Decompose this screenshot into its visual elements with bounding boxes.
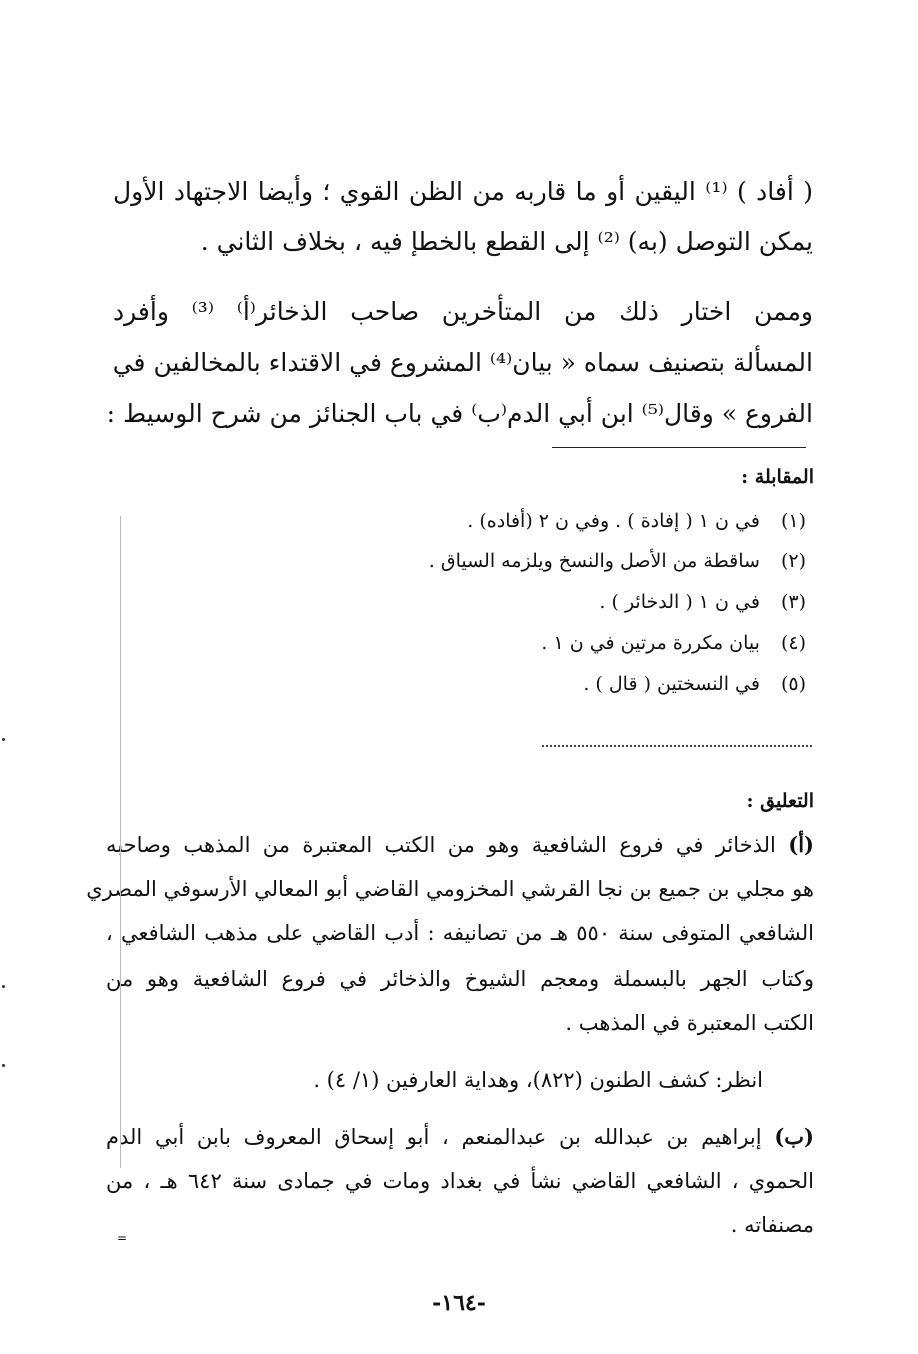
comment-b-text-1: إبراهيم بن عبدالله بن عبدالمنعم ، أبو إسحاق المعروف بابن أبي الدم — [106, 1125, 762, 1149]
main-text-line-5: الفروع » وقال⁽⁵⁾ ابن أبي الدم⁽ب⁾ في باب الجنائز من شرح الوسيط : — [106, 399, 813, 428]
comment-a-line-4: وكتاب الجهر بالبسملة ومعجم الشيوخ والذخائر في فروع الشافعية وهو من — [106, 967, 814, 991]
footnote-text: ساقطة من الأصل والنسخ ويلزمه السياق . — [428, 550, 760, 572]
comment-b-line-1 — [106, 1118, 814, 1156]
main-text-line-4: المسألة بتصنيف سماه « بيان⁽⁴⁾ المشروع في الاقتداء بالمخالفين في — [112, 348, 813, 377]
footnote-text: في النسختين ( قال ) . — [583, 673, 760, 695]
comment-a-line-3: الشافعي المتوفى سنة ٥٥٠ هـ من تصانيفه : أدب القاضي على مذهب الشافعي ، — [106, 921, 815, 945]
margin-dot — [2, 1064, 5, 1067]
page-number: -١٦٤- — [432, 1290, 486, 1316]
footnote-text: في ن ١ ( إفادة ) . وفي ن ٢ (أفاده) . — [467, 510, 760, 532]
footnote-3 — [599, 591, 806, 613]
footnote-number: (٢) — [780, 550, 806, 572]
comment-a-line-2: هو مجلي بن جميع بن نجا القرشي المخزومي القاضي أبو المعالي الأرسوفي المصري — [86, 877, 814, 901]
comment-a-line-1 — [106, 826, 814, 864]
footnote-text: بيان مكررة مرتين في ن ١ . — [541, 632, 760, 654]
comment-b-marker: (ب) — [774, 1124, 814, 1149]
footnote-separator — [552, 447, 806, 448]
dotted-separator — [542, 745, 812, 747]
margin-rule — [120, 516, 121, 1168]
reference-line: انظر: كشف الطنون (٨٢٢)، وهداية العارفين (١/ ٤) . — [313, 1068, 763, 1092]
margin-dot — [2, 985, 5, 988]
footnote-number: (٤) — [780, 632, 806, 654]
comment-b-line-2: الحموي ، الشافعي القاضي نشأ في بغداد ومات في جمادى سنة ٦٤٢ هـ ، من — [106, 1169, 815, 1193]
main-text-line-3: وممن اختار ذلك من المتأخرين صاحب الذخائر⁽أ⁾ ⁽³⁾ وأفرد — [113, 297, 814, 326]
main-text-line-2: يمكن التوصل (به) ⁽²⁾ إلى القطع بالخطإ فيه ، بخلاف الثاني . — [200, 227, 813, 256]
comment-b-line-3: مصنفاته . — [730, 1213, 814, 1237]
muqabala-heading: المقابلة : — [741, 466, 814, 488]
footnote-4 — [541, 632, 806, 654]
footnote-5 — [583, 673, 806, 695]
margin-dot — [2, 738, 5, 741]
taliq-heading: التعليق : — [746, 790, 814, 812]
footnote-number: (٣) — [780, 591, 806, 613]
margin-mark: = — [117, 1231, 128, 1245]
footnote-1 — [467, 510, 806, 532]
comment-a-marker: (أ) — [788, 832, 814, 857]
comment-a-line-5: الكتب المعتبرة في المذهب . — [565, 1011, 814, 1035]
footnote-text: في ن ١ ( الدخائر ) . — [599, 591, 760, 613]
main-text-line-1: ( أفاد ) ⁽¹⁾ اليقين أو ما قاربه من الظن القوي ؛ وأيضا الاجتهاد الأول — [113, 177, 813, 206]
footnote-2 — [429, 550, 806, 572]
footnote-number: (٥) — [780, 673, 806, 695]
comment-a-text-1: الذخائر في فروع الشافعية وهو من الكتب المعتبرة من المذهب وصاحبه — [106, 833, 776, 857]
footnote-number: (١) — [780, 510, 806, 532]
